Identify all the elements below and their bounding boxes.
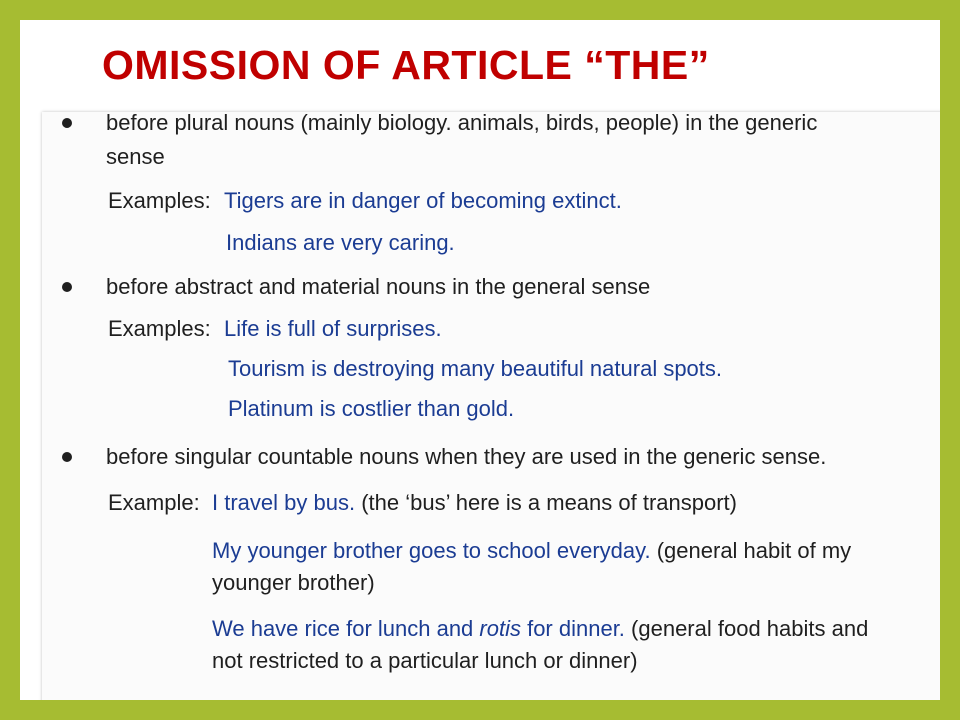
example-3-3-line-1 [212, 616, 868, 642]
rule-1-line-2: sense [106, 144, 165, 169]
examples-label-2: Examples: [108, 316, 211, 341]
example-3-3-note: (general food habits and [624, 616, 869, 641]
example-2-1: Life is full of surprises. [224, 316, 442, 341]
example-label-3: Example: [108, 490, 200, 515]
example-2-2: Tourism is destroying many beautiful natural spots. [228, 356, 723, 381]
example-3-3-line-2: not restricted to a particular lunch or dinner) [212, 648, 638, 673]
example-3-2-line-2: younger brother) [212, 570, 375, 595]
example-3-3-italic-word: rotis [479, 616, 521, 641]
rule-2: before abstract and material nouns in the general sense [106, 274, 651, 299]
example-3-2-line-1 [212, 538, 851, 564]
example-3-1-sentence: I travel by bus. [212, 490, 356, 515]
example-3-2-sentence: My younger brother goes to school everyday. [212, 538, 651, 563]
bullet-2 [62, 282, 72, 292]
example-3-3-sentence-start: We have rice for lunch and [212, 616, 480, 641]
bullet-3 [62, 452, 72, 462]
rule-3: before singular countable nouns when they are used in the generic sense. [106, 444, 827, 469]
example-3-2-note: (general habit of my [650, 538, 852, 563]
slide [20, 20, 940, 700]
example-3-1-note: (the ‘bus’ here is a means of transport) [355, 490, 737, 515]
example-2-3: Platinum is costlier than gold. [228, 396, 515, 421]
slide-title: OMISSION OF ARTICLE “THE” [102, 42, 710, 88]
example-1-1: Tigers are in danger of becoming extinct. [224, 188, 622, 213]
example-3-1 [212, 490, 737, 516]
example-3-3-sentence-end: for dinner. [520, 616, 625, 641]
examples-label-1: Examples: [108, 188, 211, 213]
rule-1-line-1: before plural nouns (mainly biology. animals, birds, people) in the generic [106, 110, 818, 135]
bullet-1 [62, 118, 72, 128]
example-1-2: Indians are very caring. [226, 230, 455, 255]
